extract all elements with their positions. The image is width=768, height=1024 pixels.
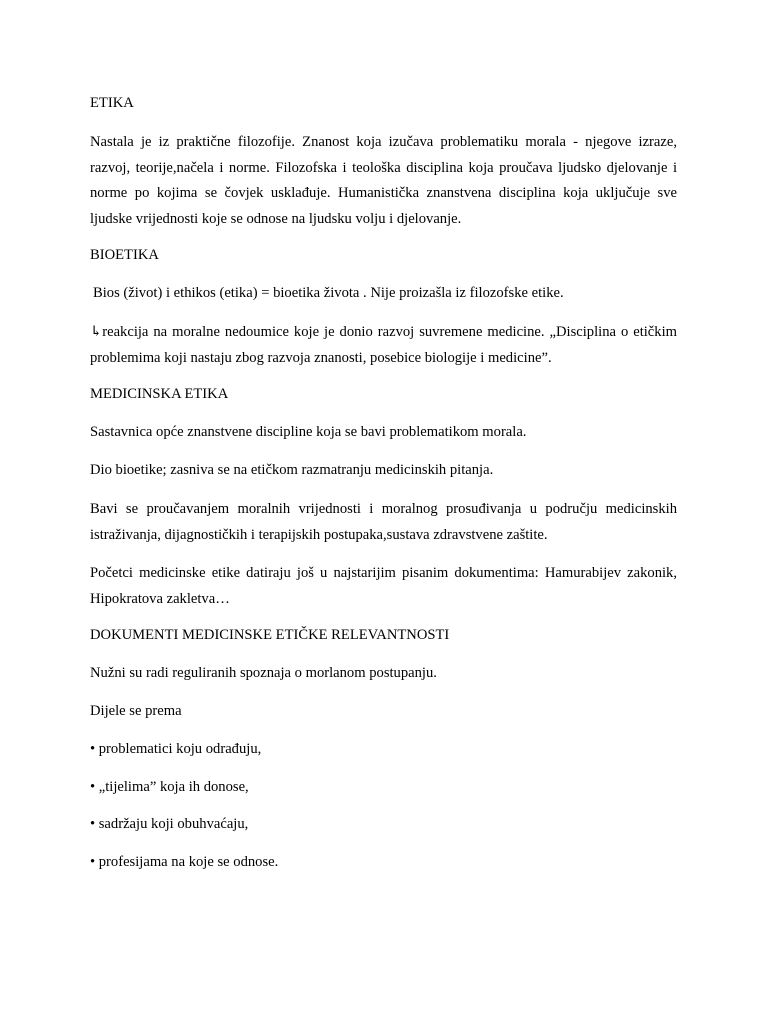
- paragraph-etika-definition: Nastala je iz praktične filozofije. Znanost koja izučava problematiku morala - njegove izraze, razvoj, teorije,načela i norme. Filozofska i teološka disciplina koja proučava ljudsko djelovanje i norme po kojima se čovjek usklađuje. Humanistička znanstvena disciplina koja uključuje sve ljudske vrijednosti koje se odnose na ljudsku volju i djelovanje.: [90, 134, 677, 227]
- paragraph-medicinska-history: Početci medicinske etike datiraju još u najstarijim pisanim dokumentima: Hamurabijev zakonik, Hipokratova zakletva…: [90, 565, 677, 607]
- document-page: [90, 93, 677, 888]
- list-item: • sadržaju koji obuhvaćaju,: [90, 816, 249, 832]
- section-heading-bioetika: BIOETIKA: [90, 247, 159, 263]
- section-heading-medicinska-etika: MEDICINSKA ETIKA: [90, 386, 229, 402]
- paragraph-bioetika-origin: Bios (život) i ethikos (etika) = bioetika života . Nije proizašla iz filozofske etike.: [93, 285, 564, 301]
- list-item: • „tijelima” koja ih donose,: [90, 778, 249, 795]
- list-item: • problematici koju odrađuju,: [90, 741, 262, 757]
- paragraph-medicinska-component: Sastavnica opće znanstvene discipline koja se bavi problematikom morala.: [90, 424, 527, 440]
- paragraph-dokumenti-necessity: Nužni su radi reguliranih spoznaja o morlanom postupanju.: [90, 665, 437, 681]
- paragraph-dokumenti-division: Dijele se prema: [90, 703, 182, 719]
- paragraph-medicinska-part-of-bioethics: Dio bioetike; zasniva se na etičkom razmatranju medicinskih pitanja.: [90, 462, 494, 478]
- section-heading-dokumenti: DOKUMENTI MEDICINSKE ETIČKE RELEVANTNOSTI: [90, 627, 450, 643]
- paragraph-medicinska-scope: Bavi se proučavanjem moralnih vrijednosti i moralnog prosuđivanja u području medicinskih istraživanja, dijagnostičkih i terapijskih postupaka,sustava zdravstvene zaštite.: [90, 501, 677, 543]
- section-heading-etika: ETIKA: [90, 95, 134, 111]
- list-item: • profesijama na koje se odnose.: [90, 853, 279, 870]
- paragraph-bioetika-reaction: ↳reakcija na moralne nedoumice koje je donio razvoj suvremene medicine. „Disciplina o etičkim problemima koji nastaju zbog razvoja znanosti, posebice biologije i medicine”.: [90, 324, 677, 366]
